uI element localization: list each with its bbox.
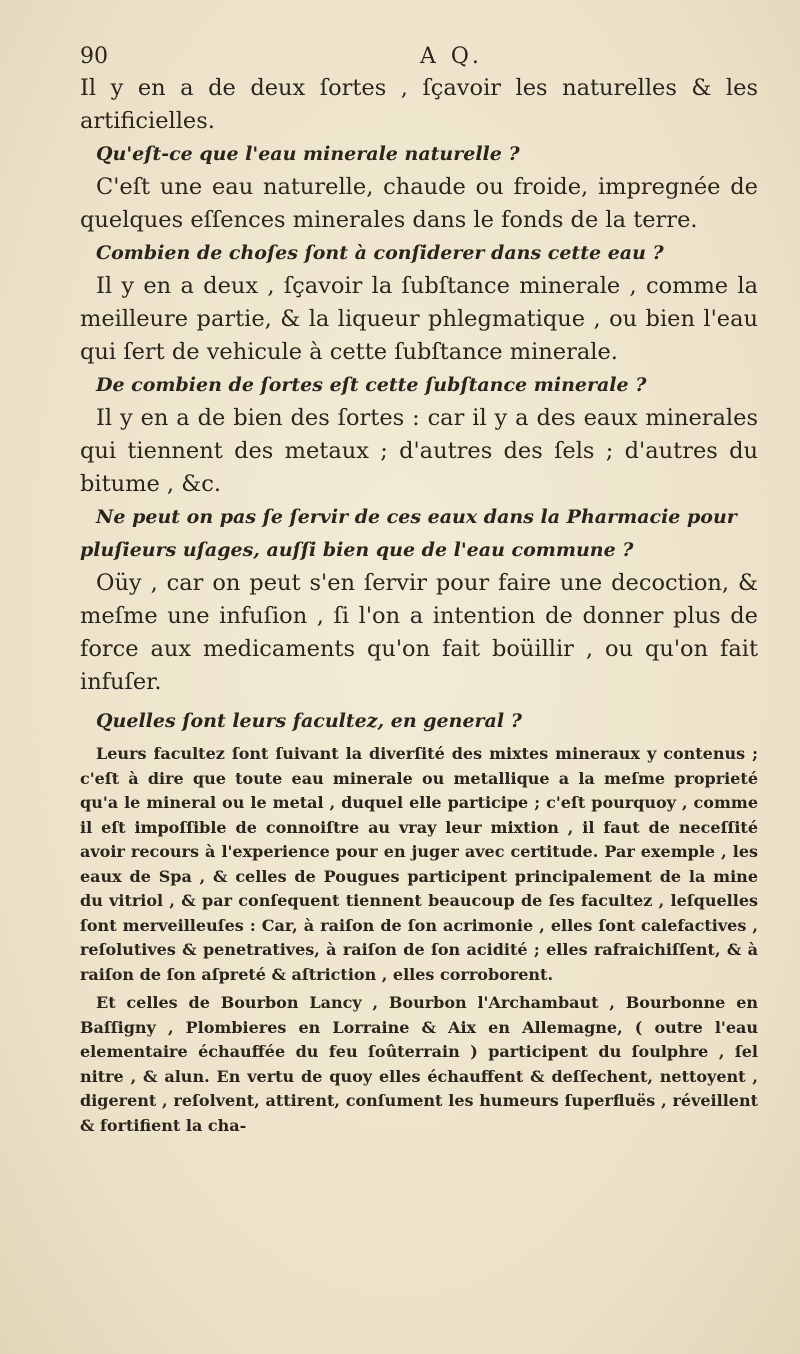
question-heading: Combien de choſes ſont à conſiderer dans cette eau ? [96,242,664,264]
paragraph-answer: Il y en a deux , ſçavoir la ſubſtance minerale , comme la meilleure partie, & la liqueur phlegmatique , ou bien l'eau qui ſert de vehicule à cette ſubſtance minerale. [80,273,758,365]
paragraph-answer: Il y en a de bien des ſortes : car il y a des eaux minerales qui tiennent des metaux ; d'autres des ſels ; d'autres du bitume , &c. [80,405,758,497]
paragraph-answer: C'eſt une eau naturelle, chaude ou froide, impregnée de quelques eſſences minerales dans le fonds de la terre. [80,174,758,233]
page-header [80,44,758,72]
running-head: A Q. [420,44,483,69]
page-number: 90 [80,44,108,69]
paragraph-answer: Il y en a de deux ſortes , ſçavoir les naturelles & les artificielles. [80,75,758,134]
paragraph-small-answer: Leurs facultez ſont ſuivant la diverſité des mixtes mineraux y contenus ; c'eſt à dire que toute eau minerale ou metallique a la meſme proprieté qu'a le mineral ou le metal , duquel elle participe ; c'eſt pourquoy , comme il eſt impoſſible de connoiſtre au vray leur mixtion , il faut de neceſſité avoir recours à l'experience pour en juger avec certitude. Par exemple , les eaux de Spa , & celles de Pougues participent principalement de la mine du vitriol , & par conſequent tiennent beaucoup de ſes facultez , leſquelles ſont merveilleuſes : Car, à raiſon de ſon acrimonie , elles ſont calefactives , reſolutives & penetratives, à raiſon de ſon acidité ; elles rafraichiſſent, & à raiſon de ſon aſpreté & aſtriction , elles corroborent. [80,744,758,984]
paragraph-small-answer: Et celles de Bourbon Lancy , Bourbon l'Archambaut , Bourbonne en Baſſigny , Plombieres en Lorraine & Aix en Allemagne, ( outre l'eau elementaire échauffée du feu ſoûterrain ) participent du ſoulphre , ſel nitre , & alun. En vertu de quoy elles échauffent & deſſechent, nettoyent , digerent , reſolvent, attirent, conſument les humeurs ſuperfluës , réveillent & fortifient la cha- [80,993,758,1135]
question-heading: Qu'eſt-ce que l'eau minerale naturelle ? [96,143,520,165]
question-heading: Ne peut on pas ſe ſervir de ces eaux dans la Pharmacie pour pluſieurs uſages, auſſi bien que de l'eau commune ? [80,506,737,561]
question-heading: De combien de ſortes eſt cette ſubſtance minerale ? [96,374,647,396]
paragraph-answer: Oüy , car on peut s'en ſervir pour faire une decoction, & meſme une infuſion , ſi l'on a intention de donner plus de force aux medicaments qu'on fait boüillir , ou qu'on fait infuſer. [80,570,758,695]
question-heading: Quelles ſont leurs facultez, en general ? [96,710,522,732]
